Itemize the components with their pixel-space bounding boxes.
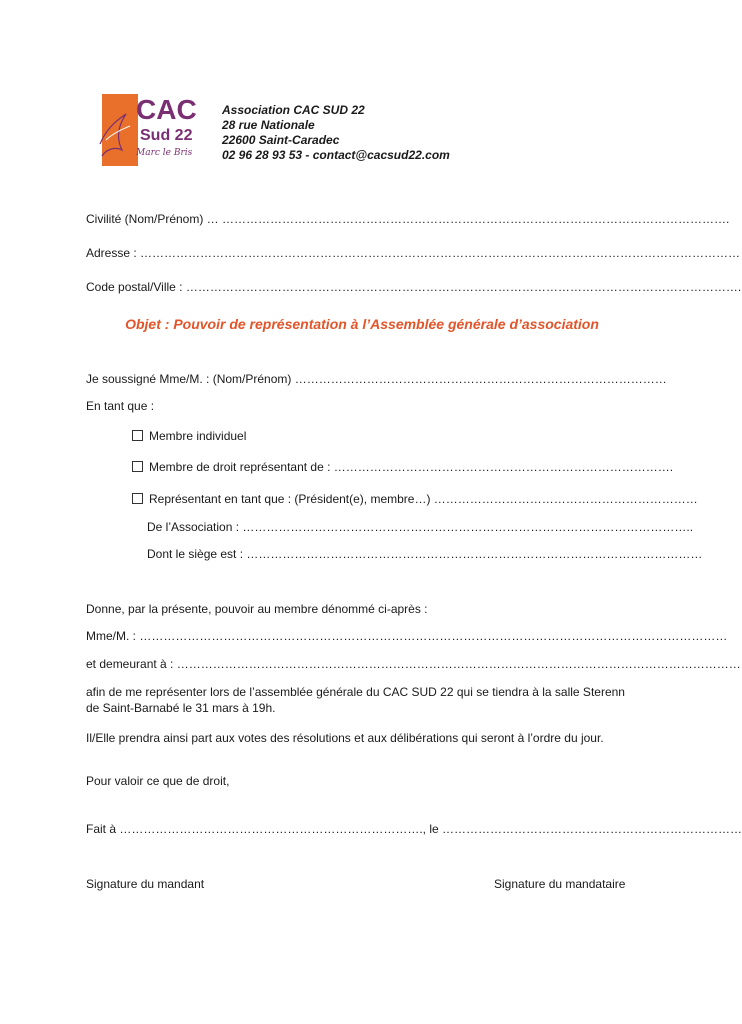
option-representant-label: Représentant en tant que : (Président(e), membre…) ………………………………………………………… bbox=[149, 492, 698, 506]
logo-tagline: Marc le Bris bbox=[136, 148, 193, 158]
pour-valoir-text: Pour valoir ce que de droit, bbox=[86, 774, 230, 788]
association-city: 22600 Saint-Caradec bbox=[222, 133, 340, 147]
checkbox-icon[interactable] bbox=[132, 493, 143, 504]
option-membre-de-droit-label: Membre de droit représentant de : …………………………………………………………………………. bbox=[149, 460, 674, 474]
soussigne-field[interactable]: Je soussigné Mme/M. : (Nom/Prénom) ………………………………………………………………………………… bbox=[86, 372, 667, 386]
association-logo bbox=[96, 90, 208, 170]
association-address-block bbox=[222, 103, 450, 163]
association-street: 28 rue Nationale bbox=[222, 118, 315, 132]
fait-a-field[interactable]: Fait à …………………………………………………………………., le ………………………………………………………………… bbox=[86, 822, 742, 836]
siege-field[interactable]: Dont le siège est : …………………………………………………………………………………………………… bbox=[147, 547, 703, 561]
adresse-field[interactable]: Adresse : …………………………………………………………………………………………………………………………………… bbox=[86, 246, 741, 260]
checkbox-icon[interactable] bbox=[132, 461, 143, 472]
option-membre-individuel[interactable] bbox=[132, 428, 246, 444]
document-title: Objet : Pouvoir de représentation à l’Assemblée générale d’association bbox=[125, 316, 599, 332]
demeurant-field[interactable]: et demeurant à : …………………………………………………………………………………………………………………………… bbox=[86, 657, 741, 671]
mandataire-name-field[interactable]: Mme/M. : ………………………………………………………………………………………………………………………………… bbox=[86, 629, 728, 643]
signature-mandant-label: Signature du mandant bbox=[86, 877, 205, 891]
afin-text-line-2: de Saint-Barnabé le 31 mars à 19h. bbox=[86, 701, 276, 715]
donne-pouvoir-text: Donne, par la présente, pouvoir au membre dénommé ci-après : bbox=[86, 602, 428, 616]
en-tant-que-label: En tant que : bbox=[86, 399, 155, 413]
association-name: Association CAC SUD 22 bbox=[222, 103, 365, 117]
checkbox-icon[interactable] bbox=[132, 430, 143, 441]
option-membre-de-droit[interactable] bbox=[132, 459, 674, 475]
civilite-field[interactable]: Civilité (Nom/Prénom) … ………………………………………………………………………………………………………………. bbox=[86, 212, 730, 226]
afin-text-line-1: afin de me représenter lors de l’assemblée générale du CAC SUD 22 qui se tiendra à la salle Sterenn bbox=[86, 685, 625, 699]
option-representant[interactable] bbox=[132, 491, 698, 507]
cp-ville-field[interactable]: Code postal/Ville : …………………………………………………………………………………………………………………………. bbox=[86, 280, 742, 294]
logo-main-text: CAC bbox=[136, 94, 197, 125]
logo-sub-text: Sud 22 bbox=[140, 127, 193, 144]
association-contact: 02 96 28 93 53 - contact@cacsud22.com bbox=[222, 148, 450, 162]
de-association-field[interactable]: De l’Association : ………………………………………………………………………………………………….. bbox=[147, 520, 694, 534]
option-membre-individuel-label: Membre individuel bbox=[149, 429, 247, 443]
signature-mandataire-label: Signature du mandataire bbox=[494, 877, 626, 891]
prendra-part-text: Il/Elle prendra ainsi part aux votes des résolutions et aux délibérations qui seront à l’ordre du jour. bbox=[86, 731, 604, 745]
logo-scribble-icon bbox=[96, 100, 140, 160]
